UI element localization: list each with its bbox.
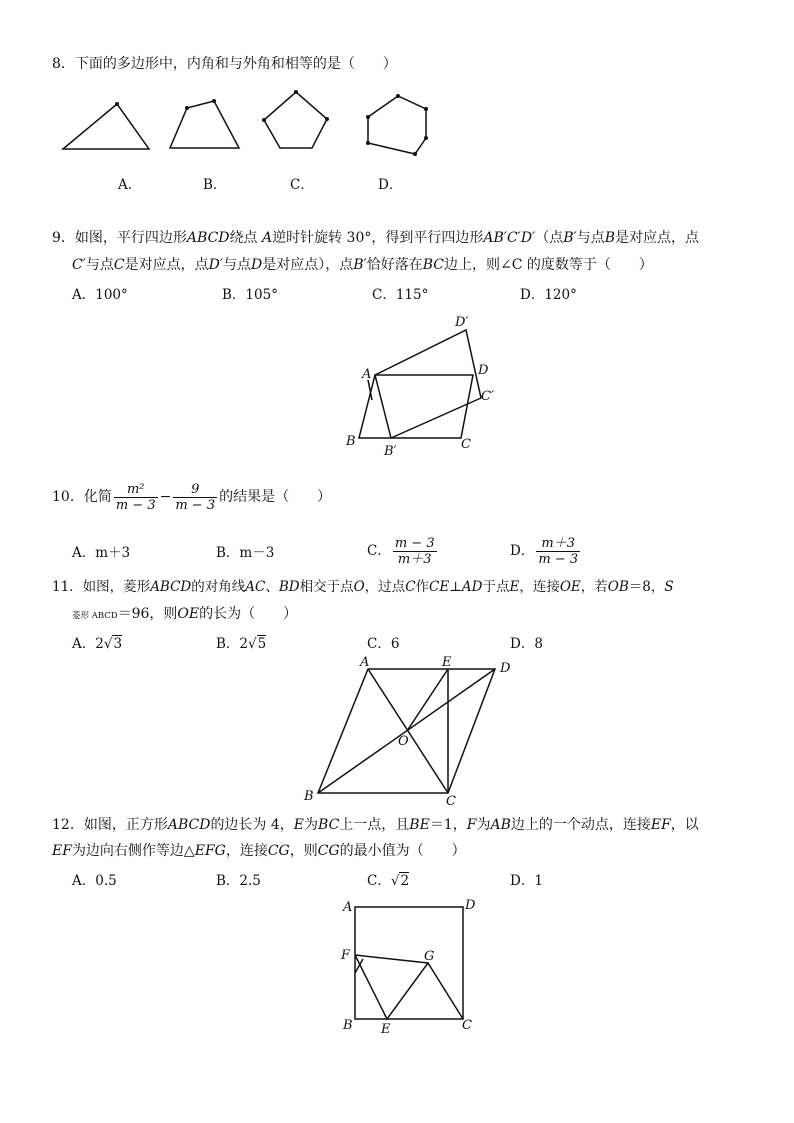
label-b: B xyxy=(304,789,314,804)
q9-option-a[interactable]: A．100° xyxy=(72,287,128,303)
label-b: B xyxy=(346,434,356,449)
label-g: G xyxy=(424,949,435,964)
q8-option-d[interactable]: D． xyxy=(378,177,403,193)
q10-stem: 10．化简 $\frac{\text{m²}}{m - 3}$ − $\frac{9}{m - 3}$ 的结果是（ ） xyxy=(52,481,332,513)
q12-stem-line2: EF为边向右侧作等边△EFG，连接CG，则CG的最小值为（ ） xyxy=(52,843,466,859)
hexagon-shape xyxy=(368,96,426,154)
label-a: A xyxy=(343,900,353,915)
label-e: E xyxy=(381,1022,391,1037)
label-b: B xyxy=(343,1018,353,1033)
q10-option-d[interactable]: D． $\frac{m+3}{m - 3}$ xyxy=(510,536,579,567)
q9-stem-line1: 9．如图，平行四边形ABCD绕点 A逆时针旋转 30°，得到平行四边形AB′C′D′（点B′与点B是对应点，点 xyxy=(52,230,700,246)
quadrilateral-shape xyxy=(170,101,239,148)
label-c: C xyxy=(461,437,471,452)
square-abcd xyxy=(355,907,463,1019)
q11-option-c[interactable]: C．6 xyxy=(367,636,400,652)
q11-option-a[interactable]: A．2√3 xyxy=(72,636,123,652)
q11-stem-line2: 菱形 ABCD＝96，则OE的长为（ ） xyxy=(72,606,298,622)
q12-square-figure xyxy=(335,893,485,1038)
q8-polygons-figure xyxy=(55,85,440,160)
q11-rhombus-figure xyxy=(300,652,525,810)
label-b-prime: B′ xyxy=(384,444,397,459)
q8-stem: 8．下面的多边形中，内角和与外角和相等的是（ ） xyxy=(52,56,397,72)
parallelogram-abcd-prime xyxy=(375,330,481,438)
label-o: O xyxy=(398,734,409,749)
triangle-shape xyxy=(63,104,149,149)
label-f: F xyxy=(341,948,351,963)
q10-option-c[interactable]: C． $\frac{m - 3}{m+3}$ xyxy=(367,536,435,567)
q9-option-b[interactable]: B．105° xyxy=(222,287,278,303)
q9-option-c[interactable]: C．115° xyxy=(372,287,429,303)
q12-option-b[interactable]: B．2.5 xyxy=(216,873,261,889)
q10-option-a[interactable]: A．m＋3 xyxy=(72,545,131,561)
parallelogram-abcd xyxy=(359,375,473,438)
label-a: A xyxy=(360,655,370,670)
q11-option-d[interactable]: D．8 xyxy=(510,636,543,652)
label-c: C xyxy=(446,794,456,809)
q9-option-d[interactable]: D．120° xyxy=(520,287,577,303)
q11-stem-line1: 11．如图，菱形ABCD的对角线AC、BD相交于点O，过点C作CE⊥AD于点E，连接OE，若OB＝8，S xyxy=(52,579,674,595)
label-c: C xyxy=(462,1018,472,1033)
label-d-prime: D′ xyxy=(455,315,469,330)
q8-option-a[interactable]: A． xyxy=(118,177,142,193)
q8-option-c[interactable]: C． xyxy=(290,177,314,193)
label-c-prime: C′ xyxy=(481,389,494,404)
label-e: E xyxy=(442,655,452,670)
q12-option-a[interactable]: A．0.5 xyxy=(72,873,117,889)
q12-option-c[interactable]: C．√2 xyxy=(367,873,410,889)
q12-option-d[interactable]: D．1 xyxy=(510,873,543,889)
label-a: A xyxy=(362,367,372,382)
q9-parallelogram-figure xyxy=(340,310,510,460)
label-d: D xyxy=(465,898,476,913)
pentagon-shape xyxy=(264,92,327,148)
q9-stem-line2: C′与点C是对应点，点D′与点D是对应点），点B′恰好落在BC边上，则∠C 的度数等于（ ） xyxy=(72,257,653,273)
q10-option-b[interactable]: B．m－3 xyxy=(216,545,275,561)
q8-option-b[interactable]: B． xyxy=(203,177,227,193)
label-d: D xyxy=(478,363,489,378)
q12-stem-line1: 12．如图，正方形ABCD的边长为 4，E为BC上一点，且BE＝1，F为AB边上的一个动点，连接EF，以 xyxy=(52,817,699,833)
q11-option-b[interactable]: B．2√5 xyxy=(216,636,267,652)
triangle-efg xyxy=(355,955,428,1019)
label-d: D xyxy=(500,661,511,676)
